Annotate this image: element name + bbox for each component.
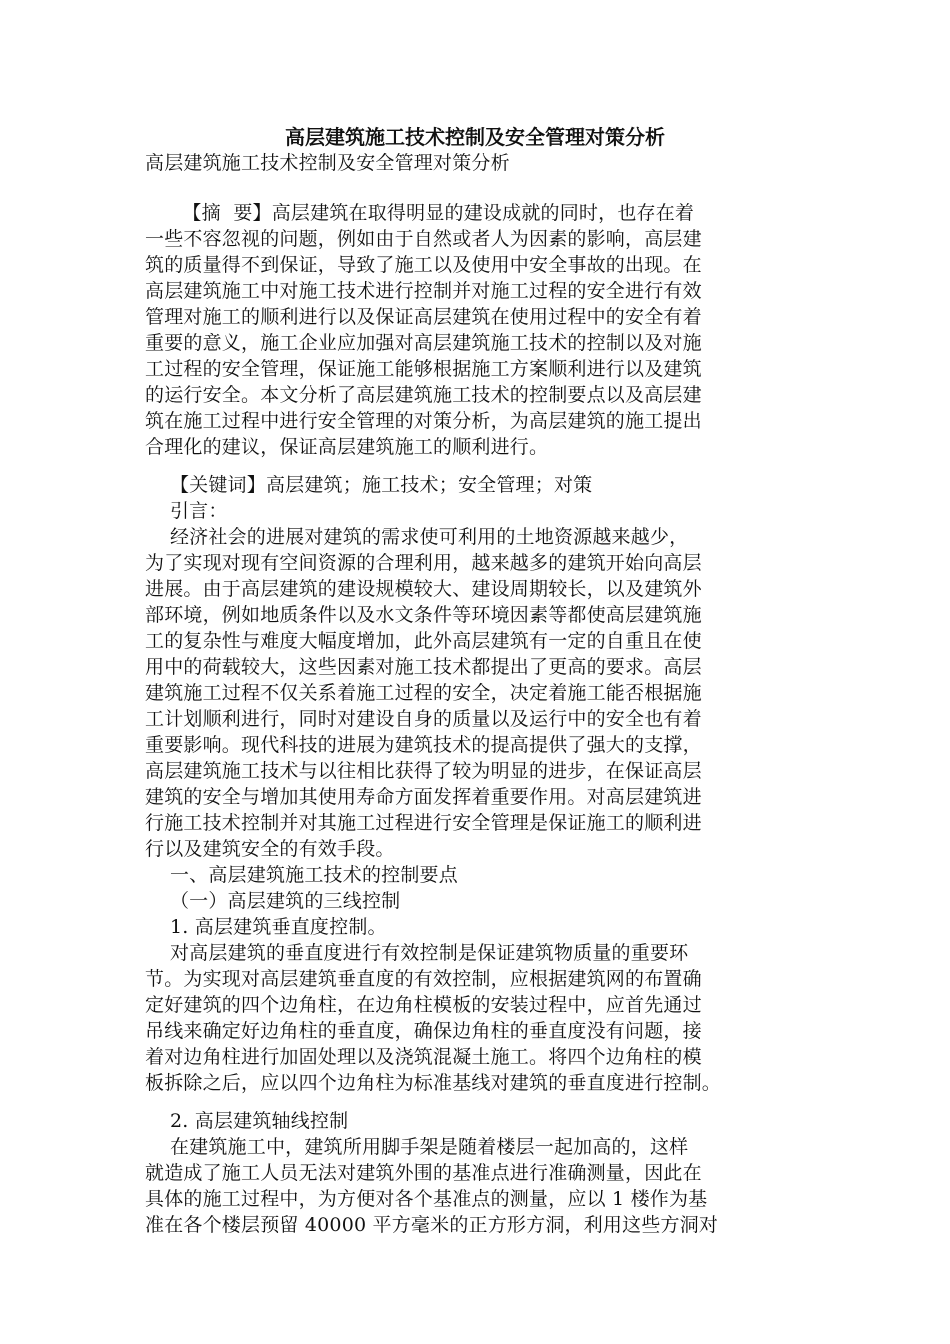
- intro-line: 工的复杂性与难度大幅度增加，此外高层建筑有一定的自重且在使: [145, 630, 702, 652]
- abstract-line: 【摘 要】高层建筑在取得明显的建设成就的同时，也存在着: [145, 202, 695, 224]
- keywords-line: 【关键词】高层建筑；施工技术；安全管理；对策: [145, 474, 593, 496]
- item1-line: 定好建筑的四个边角柱，在边角柱模板的安装过程中，应首先通过: [145, 994, 702, 1016]
- intro-line: 高层建筑施工技术与以往相比获得了较为明显的进步，在保证高层: [145, 760, 702, 782]
- intro-line: 建筑的安全与增加其使用寿命方面发挥着重要作用。对高层建筑进: [145, 786, 702, 808]
- abstract-line: 筑在施工过程中进行安全管理的对策分析，为高层建筑的施工提出: [145, 410, 702, 432]
- item2-line: 具体的施工过程中，为方便对各个基准点的测量，应以 1 楼作为基: [145, 1188, 708, 1210]
- abstract-line: 重要的意义，施工企业应加强对高层建筑施工技术的控制以及对施: [145, 332, 702, 354]
- intro-line: 行施工技术控制并对其施工过程进行安全管理是保证施工的顺利进: [145, 812, 702, 834]
- abstract-line: 一些不容忽视的问题，例如由于自然或者人为因素的影响，高层建: [145, 228, 702, 250]
- item-heading: 1. 高层建筑垂直度控制。: [145, 916, 387, 938]
- abstract-line: 高层建筑施工中对施工技术进行控制并对施工过程的安全进行有效: [145, 280, 702, 302]
- item1-line: 对高层建筑的垂直度进行有效控制是保证建筑物质量的重要环: [145, 942, 689, 964]
- intro-line: 用中的荷载较大，这些因素对施工技术都提出了更高的要求。高层: [145, 656, 702, 678]
- item1-line: 着对边角柱进行加固处理以及浇筑混凝土施工。将四个边角柱的模: [145, 1046, 702, 1068]
- intro-line: 重要影响。现代科技的进展为建筑技术的提高提供了强大的支撑，: [145, 734, 702, 756]
- subsection-heading: （一）高层建筑的三线控制: [145, 890, 401, 912]
- item2-line: 就造成了施工人员无法对建筑外围的基准点进行准确测量，因此在: [145, 1162, 702, 1184]
- intro-line: 进展。由于高层建筑的建设规模较大、建设周期较长，以及建筑外: [145, 578, 702, 600]
- item1-line: 吊线来确定好边角柱的垂直度，确保边角柱的垂直度没有问题，接: [145, 1020, 702, 1042]
- item-heading: 2. 高层建筑轴线控制: [145, 1110, 349, 1132]
- intro-line: 经济社会的进展对建筑的需求使可利用的土地资源越来越少，: [145, 526, 689, 548]
- abstract-line: 合理化的建议，保证高层建筑施工的顺利进行。: [145, 436, 549, 458]
- item2-line: 准在各个楼层预留 40000 平方毫米的正方形方洞，利用这些方洞对: [145, 1214, 719, 1236]
- intro-line: 建筑施工过程不仅关系着施工过程的安全，决定着施工能否根据施: [145, 682, 702, 704]
- item1-line: 板拆除之后，应以四个边角柱为标准基线对建筑的垂直度进行控制。: [145, 1072, 722, 1094]
- intro-line: 部环境，例如地质条件以及水文条件等环境因素等都使高层建筑施: [145, 604, 702, 626]
- abstract-line: 管理对施工的顺利进行以及保证高层建筑在使用过程中的安全有着: [145, 306, 702, 328]
- intro-line: 为了实现对现有空间资源的合理利用，越来越多的建筑开始向高层: [145, 552, 702, 574]
- abstract-line: 的运行安全。本文分析了高层建筑施工技术的控制要点以及高层建: [145, 384, 702, 406]
- abstract-line: 筑的质量得不到保证，导致了施工以及使用中安全事故的出现。在: [145, 254, 702, 276]
- item1-line: 节。为实现对高层建筑垂直度的有效控制，应根据建筑网的布置确: [145, 968, 702, 990]
- document-subtitle: 高层建筑施工技术控制及安全管理对策分析: [145, 152, 510, 174]
- item2-line: 在建筑施工中，建筑所用脚手架是随着楼层一起加高的，这样: [145, 1136, 689, 1158]
- intro-line: 工计划顺利进行，同时对建设自身的质量以及运行中的安全也有着: [145, 708, 702, 730]
- section-heading: 一、高层建筑施工技术的控制要点: [145, 864, 458, 886]
- intro-line: 行以及建筑安全的有效手段。: [145, 838, 395, 860]
- intro-heading: 引言：: [145, 500, 228, 522]
- abstract-line: 工过程的安全管理，保证施工能够根据施工方案顺利进行以及建筑: [145, 358, 702, 380]
- document-title: 高层建筑施工技术控制及安全管理对策分析: [285, 125, 665, 149]
